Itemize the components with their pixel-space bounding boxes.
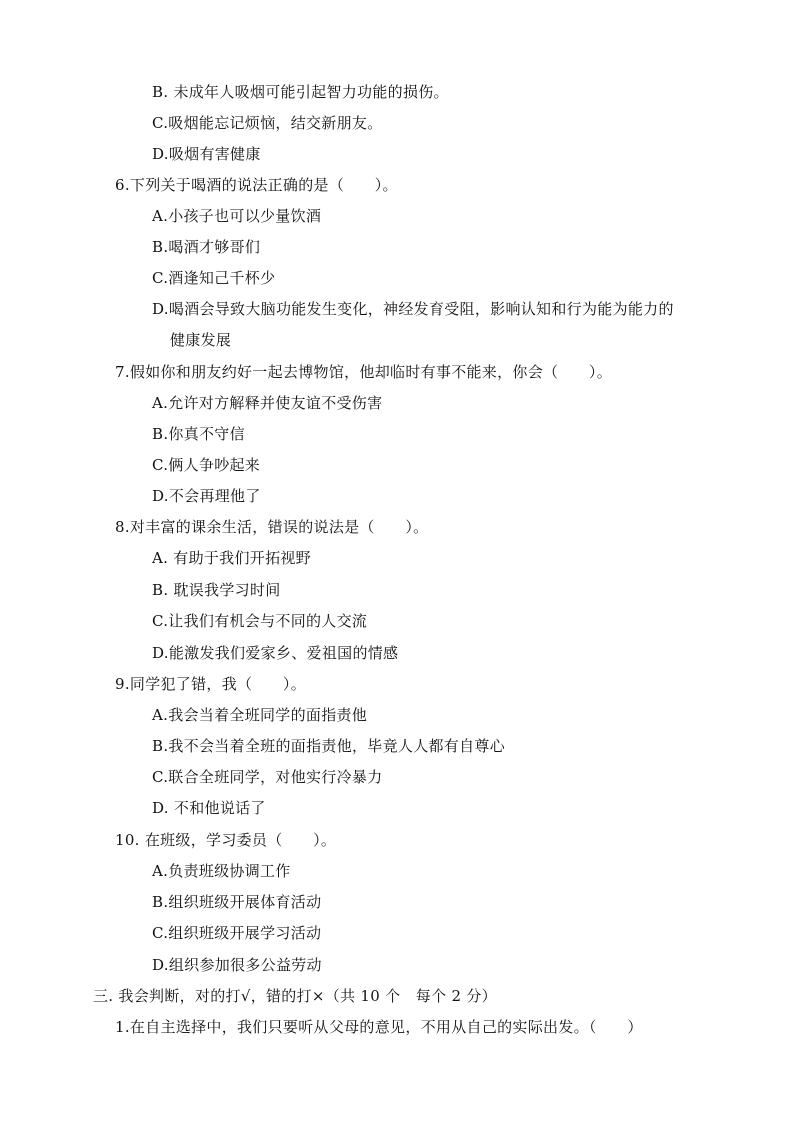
option-7a: A.允许对方解释并使友谊不受伤害 xyxy=(152,394,383,412)
option-7d: D.不会再理他了 xyxy=(152,487,261,505)
option-6d-continued: 健康发展 xyxy=(170,331,232,349)
option-9b: B.我不会当着全班的面指责他，毕竟人人都有自尊心 xyxy=(152,737,505,755)
question-6: 6.下列关于喝酒的说法正确的是（ ）。 xyxy=(115,176,398,194)
option-8b: B. 耽误我学习时间 xyxy=(152,581,281,599)
question-7: 7.假如你和朋友约好一起去博物馆，他却临时有事不能来，你会（ ）。 xyxy=(115,363,613,381)
option-9d: D. 不和他说话了 xyxy=(152,799,266,817)
option-9a: A.我会当着全班同学的面指责他 xyxy=(152,706,368,724)
judgment-question-1: 1.在自主选择中，我们只要听从父母的意见，不用从自己的实际出发。（ ） xyxy=(115,1018,643,1036)
question-10: 10. 在班级，学习委员（ ）。 xyxy=(115,831,337,849)
option-10a: A.负责班级协调工作 xyxy=(152,862,291,880)
question-8: 8.对丰富的课余生活，错误的说法是（ ）。 xyxy=(115,518,429,536)
option-8a: A. 有助于我们开拓视野 xyxy=(152,549,311,567)
option-5d: D.吸烟有害健康 xyxy=(152,145,261,163)
option-9c: C.联合全班同学，对他实行冷暴力 xyxy=(152,768,383,786)
option-7c: C.俩人争吵起来 xyxy=(152,456,261,474)
option-10d: D.组织参加很多公益劳动 xyxy=(152,956,322,974)
option-5b: B. 未成年人吸烟可能引起智力功能的损伤。 xyxy=(152,83,449,101)
option-6b: B.喝酒才够哥们 xyxy=(152,238,261,256)
option-8c: C.让我们有机会与不同的人交流 xyxy=(152,612,368,630)
question-9: 9.同学犯了错，我（ ）。 xyxy=(115,675,307,693)
option-10c: C.组织班级开展学习活动 xyxy=(152,924,322,942)
option-8d: D.能激发我们爱家乡、爱祖国的情感 xyxy=(152,644,399,662)
option-7b: B.你真不守信 xyxy=(152,425,245,443)
option-5c: C.吸烟能忘记烦恼，结交新朋友。 xyxy=(152,114,383,132)
option-6c: C.酒逢知己千杯少 xyxy=(152,269,276,287)
option-10b: B.组织班级开展体育活动 xyxy=(152,893,322,911)
option-6d: D.喝酒会导致大脑功能发生变化，神经发育受阻，影响认知和行为能为能力的 xyxy=(152,300,674,318)
section-3-heading: 三. 我会判断，对的打√，错的打×（共 10 个 每个 2 分） xyxy=(93,987,497,1005)
option-6a: A.小孩子也可以少量饮酒 xyxy=(152,207,322,225)
